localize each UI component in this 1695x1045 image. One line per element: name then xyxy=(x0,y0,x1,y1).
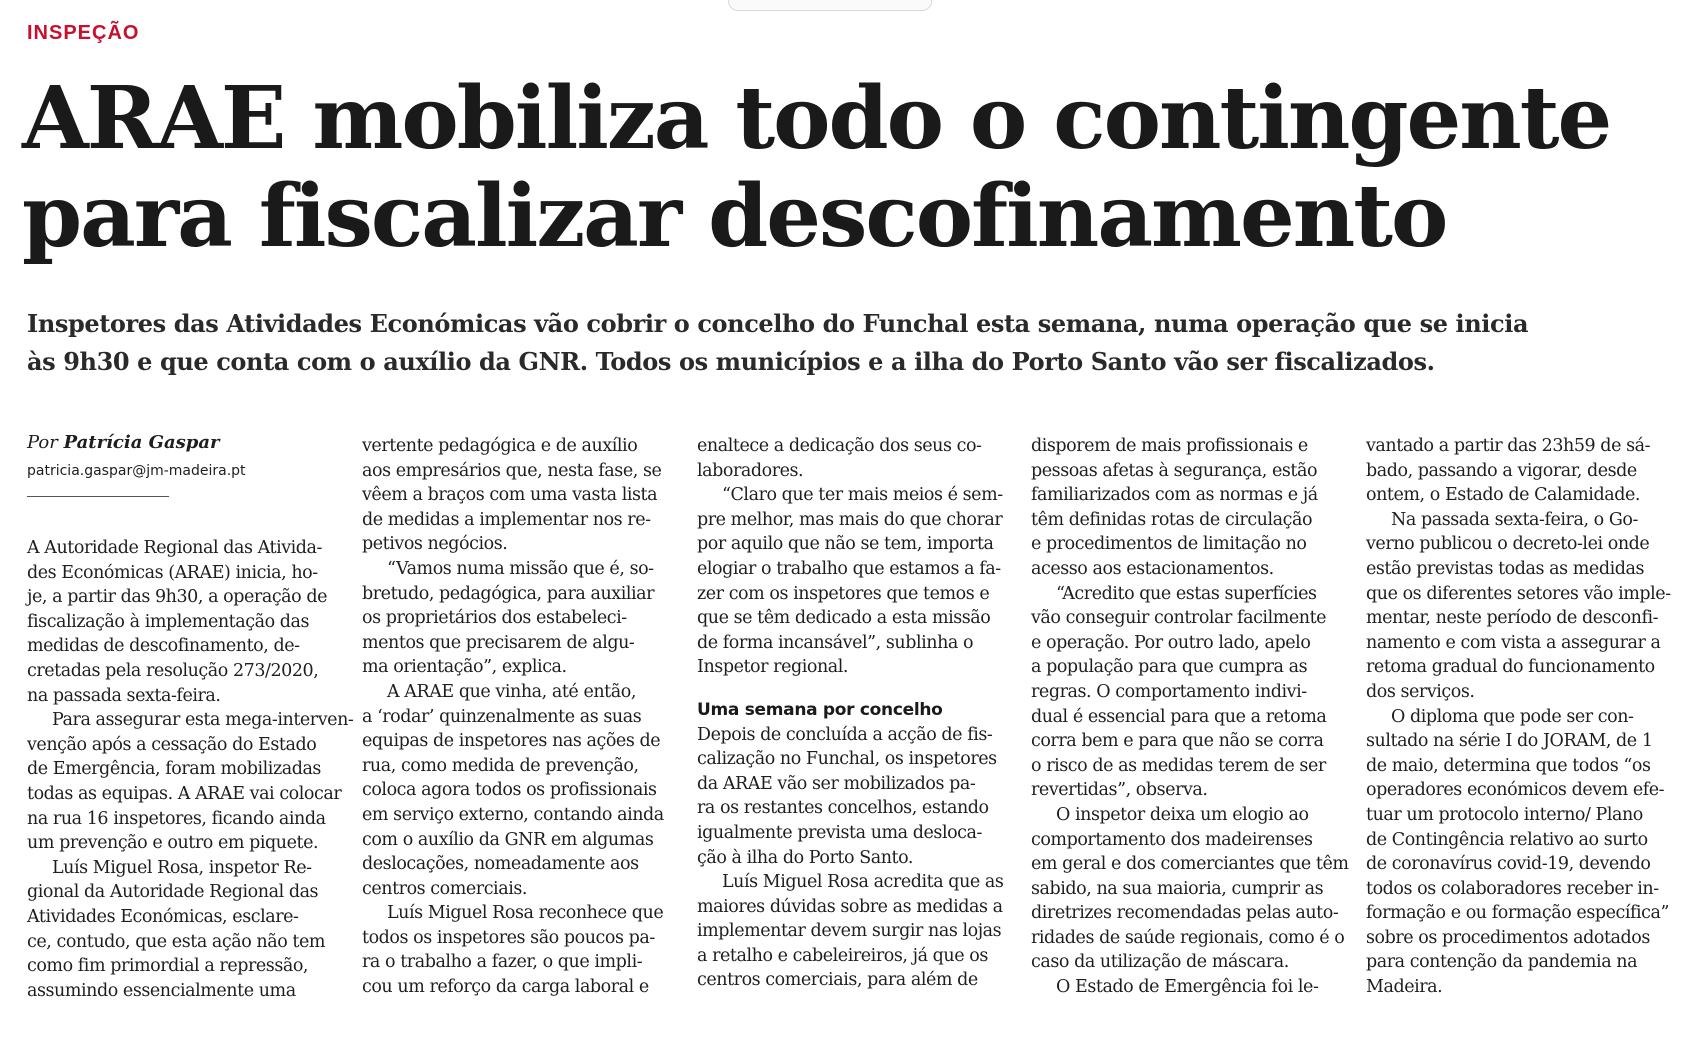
text-line: todas as equipas. A ARAE vai colocar xyxy=(27,783,342,804)
text-line: de Emergência, foram mobilizadas xyxy=(27,759,321,780)
text-line: laboradores. xyxy=(697,460,804,481)
text-line: Luís Miguel Rosa, inspetor Re- xyxy=(52,857,312,878)
text-line: A Autoridade Regional das Ativida- xyxy=(27,538,323,558)
text-line: O inspetor deixa um elogio ao xyxy=(1056,804,1309,825)
text-line: O Estado de Emergência foi le- xyxy=(1056,977,1319,998)
text-line: ce, contudo, que esta ação não tem xyxy=(27,931,326,952)
text-line: bretudo, pedagógica, para auxiliar xyxy=(362,583,655,604)
text-line: fiscalização à implementação das xyxy=(27,611,310,632)
text-line: na rua 16 inspetores, ficando ainda xyxy=(27,808,326,829)
text-line: centros comerciais, para além de xyxy=(697,970,978,991)
text-line: tuar um protocolo interno/ Plano xyxy=(1366,804,1643,825)
text-line: da ARAE vão ser mobilizados pa- xyxy=(697,773,976,794)
text-line: caso da utilização de máscara. xyxy=(1031,952,1289,973)
text-line: por aquilo que não se tem, importa xyxy=(697,534,994,555)
text-line: Atividades Económicas, esclare- xyxy=(27,906,299,927)
text-line: a população para que cumpra as xyxy=(1031,657,1308,678)
text-line: todos os colaboradores receber in- xyxy=(1366,878,1659,899)
text-line: sabido, na sua maioria, cumprir as xyxy=(1031,878,1324,899)
text-line: medidas de descofinamento, de- xyxy=(27,636,300,657)
article-column-4 xyxy=(1031,434,1349,1000)
text-line: diretrizes recomendadas pelas auto- xyxy=(1031,903,1339,924)
text-line: e operação. Por outro lado, apelo xyxy=(1031,632,1311,653)
text-line: revertidas”, observa. xyxy=(1031,780,1208,801)
text-line: acesso aos estacionamentos. xyxy=(1031,558,1274,579)
text-line: gional da Autoridade Regional das xyxy=(27,882,319,903)
text-line: verno publicou o decreto-lei onde xyxy=(1366,534,1650,555)
text-line: calização no Funchal, os inspetores xyxy=(697,749,997,770)
text-line: um prevenção e outro em piquete. xyxy=(27,833,319,854)
text-line: em serviço externo, contando ainda xyxy=(362,804,664,825)
text-line: os proprietários dos estabeleci- xyxy=(362,608,627,629)
text-line: centros comerciais. xyxy=(362,878,527,899)
text-line: disporem de mais profissionais e xyxy=(1031,436,1308,456)
text-line: deslocações, nomeadamente aos xyxy=(362,854,639,875)
text-line: vertente pedagógica e de auxílio xyxy=(362,436,638,456)
text-line: têm definidas rotas de circulação xyxy=(1031,509,1313,530)
text-line: vêem a braços com uma vasta lista xyxy=(362,485,658,506)
text-line: bado, passando a vigorar, desde xyxy=(1366,460,1637,481)
text-line: que os diferentes setores vão imple- xyxy=(1366,583,1671,604)
byline-author: Patrícia Gaspar xyxy=(63,432,220,453)
section-subheading: Uma semana por concelho xyxy=(697,699,943,720)
byline-divider xyxy=(27,496,169,497)
headline xyxy=(22,70,1682,266)
text-line: je, a partir das 9h30, a operação de xyxy=(27,587,328,608)
text-line: comportamento dos madeirenses xyxy=(1031,829,1313,850)
text-line: de coronavírus covid-19, devendo xyxy=(1366,854,1651,875)
text-line: Luís Miguel Rosa acredita que as xyxy=(722,872,1004,893)
text-line: que se têm dedicado a esta missão xyxy=(697,608,991,629)
text-line: o risco de as medidas terem de ser xyxy=(1031,755,1326,776)
text-line: mentar, neste período de desconfi- xyxy=(1366,608,1659,629)
text-line: rua, como medida de prevenção, xyxy=(362,755,639,776)
text-line: dos serviços. xyxy=(1366,681,1475,702)
text-line: Luís Miguel Rosa reconhece que xyxy=(387,903,664,924)
text-line: A ARAE que vinha, até então, xyxy=(387,681,636,702)
text-line: e procedimentos de limitação no xyxy=(1031,534,1307,555)
text-line: a ‘rodar’ quinzenalmente as suas xyxy=(362,706,642,727)
lead-paragraph xyxy=(27,305,1687,381)
text-line: Inspetor regional. xyxy=(697,657,849,678)
section-label: INSPEÇÃO xyxy=(27,22,140,44)
text-line: Para assegurar esta mega-interven- xyxy=(52,710,354,731)
byline-prefix: Por xyxy=(27,432,58,453)
text-line: Na passada sexta-feira, o Go- xyxy=(1391,509,1638,530)
text-line: maiores dúvidas sobre as medidas a xyxy=(697,896,1003,917)
text-line: estão previstas todas as medidas xyxy=(1366,558,1644,579)
text-line: ra o trabalho a fazer, o que impli- xyxy=(362,952,643,973)
text-line: venção após a cessação do Estado xyxy=(27,734,317,755)
text-line: cretadas pela resolução 273/2020, xyxy=(27,660,319,681)
text-line: “Acredito que estas superfícies xyxy=(1056,583,1317,604)
text-line: todos os inspetores são poucos pa- xyxy=(362,927,655,948)
text-line: zer com os inspetores que temos e xyxy=(697,583,990,604)
text-line: vantado a partir das 23h59 de sá- xyxy=(1366,436,1651,456)
text-line: Madeira. xyxy=(1366,977,1443,998)
text-line: dual é essencial para que a retoma xyxy=(1031,706,1327,727)
text-line: mentos que precisarem de algu- xyxy=(362,632,635,653)
text-line: com o auxílio da GNR em algumas xyxy=(362,829,654,850)
text-line: des Económicas (ARAE) inicia, ho- xyxy=(27,562,318,583)
lead-line: Inspetores das Atividades Económicas vão cobrir o concelho do Funchal esta semana, numa operação que se inicia xyxy=(27,309,1529,338)
byline xyxy=(27,432,220,453)
article-column-3 xyxy=(697,434,1007,993)
text-line: pessoas afetas à segurança, estão xyxy=(1031,460,1318,481)
text-line: “Vamos numa missão que é, so- xyxy=(387,558,654,579)
text-line: O diploma que pode ser con- xyxy=(1391,706,1634,727)
lead-line: às 9h30 e que conta com o auxílio da GNR. Todos os municípios e a ilha do Porto Santo vão ser fiscalizados. xyxy=(27,347,1435,376)
text-line: de Contingência relativo ao surto xyxy=(1366,829,1648,850)
text-line: operadores económicos devem efe- xyxy=(1366,780,1665,801)
text-line: de maio, determina que todos “os xyxy=(1366,755,1651,776)
text-line: a retalho e cabeleireiros, já que os xyxy=(697,945,988,966)
article-column-1 xyxy=(27,536,354,1003)
text-line: na passada sexta-feira. xyxy=(27,685,221,706)
text-line: como fim primordial a repressão, xyxy=(27,956,309,977)
text-line: ra os restantes concelhos, estando xyxy=(697,798,989,819)
text-line: namento e com vista a assegurar a xyxy=(1366,632,1661,653)
text-line: ridades de saúde regionais, como é o xyxy=(1031,927,1345,948)
text-line: coloca agora todos os profissionais xyxy=(362,780,657,801)
top-tab-indicator xyxy=(728,0,932,11)
text-line: ção à ilha do Porto Santo. xyxy=(697,847,914,868)
text-line: de medidas a implementar nos re- xyxy=(362,509,651,530)
text-line: pre melhor, mas mais do que chorar xyxy=(697,509,1003,530)
text-line: em geral e dos comerciantes que têm xyxy=(1031,854,1349,875)
text-line: ontem, o Estado de Calamidade. xyxy=(1366,485,1640,506)
text-line: de forma incansável”, sublinha o xyxy=(697,632,974,653)
text-line: sobre os procedimentos adotados xyxy=(1366,927,1650,948)
text-line: regras. O comportamento indivi- xyxy=(1031,681,1307,702)
text-line: elogiar o trabalho que estamos a fa- xyxy=(697,558,1001,579)
text-line: ma orientação”, explica. xyxy=(362,657,567,678)
text-line: igualmente prevista uma desloca- xyxy=(697,822,982,843)
text-line: retoma gradual do funcionamento xyxy=(1366,657,1655,678)
text-line: aos empresários que, nesta fase, se xyxy=(362,460,662,481)
text-line: formação e ou formação específica” xyxy=(1366,903,1670,924)
article-column-5 xyxy=(1366,434,1676,1000)
author-email: patricia.gaspar@jm-madeira.pt xyxy=(27,463,246,479)
text-line: equipas de inspetores nas ações de xyxy=(362,731,661,752)
text-line: cou um reforço da carga laboral e xyxy=(362,977,649,998)
text-line: assumindo essencialmente uma xyxy=(27,980,296,1001)
text-line: implementar devem surgir nas lojas xyxy=(697,921,1002,942)
text-line: familiarizados com as normas e já xyxy=(1031,485,1318,506)
text-line: petivos negócios. xyxy=(362,534,508,555)
text-line: para contenção da pandemia na xyxy=(1366,952,1638,973)
text-line: Depois de concluída a acção de fis- xyxy=(697,724,993,745)
article-column-2 xyxy=(362,434,672,1000)
text-line: enaltece a dedicação dos seus co- xyxy=(697,436,982,456)
text-line: “Claro que ter mais meios é sem- xyxy=(722,485,1003,506)
headline-line: ARAE mobiliza todo o contingente xyxy=(22,68,1611,169)
headline-line: para fiscalizar descofinamento xyxy=(22,166,1447,267)
text-line: corra bem e para que não se corra xyxy=(1031,731,1324,752)
text-line: vão conseguir controlar facilmente xyxy=(1031,608,1327,629)
text-line: sultado na série I do JORAM, de 1 xyxy=(1366,731,1653,752)
